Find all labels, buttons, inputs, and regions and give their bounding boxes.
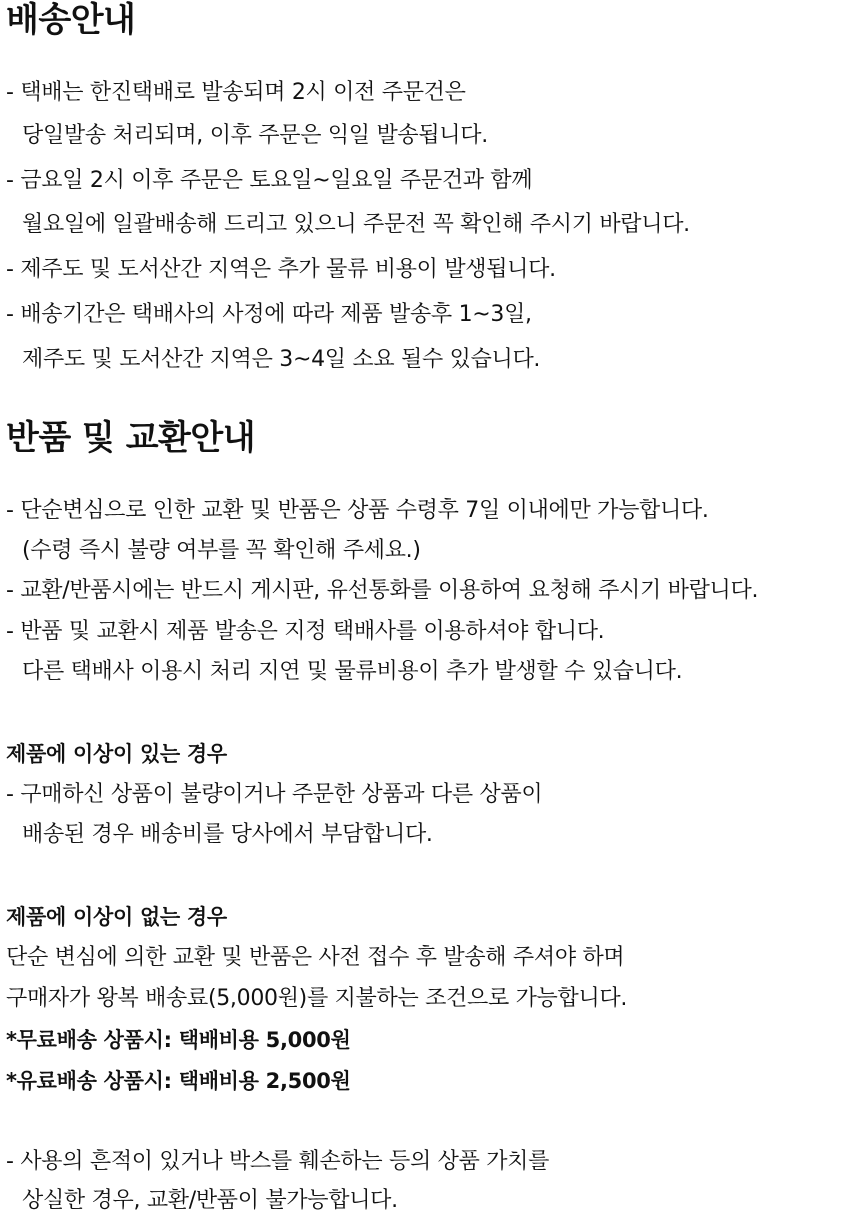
- defect-line: 배송된 경우 배송비를 당사에서 부담합니다.: [22, 822, 433, 847]
- damage-line: 상실한 경우, 교환/반품이 불가능합니다.: [22, 1188, 398, 1213]
- returns-line: - 단순변심으로 인한 교환 및 반품은 상품 수령후 7일 이내에만 가능합니다.: [6, 498, 709, 523]
- defect-line: - 구매하신 상품이 불량이거나 주문한 상품과 다른 상품이: [6, 782, 543, 807]
- returns-line: - 반품 및 교환시 제품 발송은 지정 택배사를 이용하셔야 합니다.: [6, 619, 605, 644]
- defect-heading: 제품에 이상이 있는 경우: [6, 742, 227, 766]
- shipping-line: - 제주도 및 도서산간 지역은 추가 물류 비용이 발생됩니다.: [6, 257, 556, 282]
- shipping-line: 당일발송 처리되며, 이후 주문은 익일 발송됩니다.: [22, 123, 488, 148]
- returns-line: 다른 택배사 이용시 처리 지연 및 물류비용이 추가 발생할 수 있습니다.: [22, 659, 683, 684]
- shipping-line: 제주도 및 도서산간 지역은 3~4일 소요 될수 있습니다.: [22, 347, 541, 372]
- returns-title: 반품 및 교환안내: [6, 418, 256, 458]
- returns-line: (수령 즉시 불량 여부를 꼭 확인해 주세요.): [22, 538, 421, 563]
- shipping-line: - 택배는 한진택배로 발송되며 2시 이전 주문건은: [6, 80, 466, 105]
- paid-shipping-fee: *유료배송 상품시: 택배비용 2,500원: [6, 1069, 351, 1093]
- free-shipping-fee: *무료배송 상품시: 택배비용 5,000원: [6, 1028, 351, 1052]
- returns-line: - 교환/반품시에는 반드시 게시판, 유선통화를 이용하여 요청해 주시기 바랍니다.: [6, 578, 759, 603]
- no-defect-heading: 제품에 이상이 없는 경우: [6, 905, 227, 929]
- shipping-line: - 금요일 2시 이후 주문은 토요일~일요일 주문건과 함께: [6, 168, 533, 193]
- no-defect-line: 구매자가 왕복 배송료(5,000원)를 지불하는 조건으로 가능합니다.: [6, 986, 628, 1011]
- shipping-line: - 배송기간은 택배사의 사정에 따라 제품 발송후 1~3일,: [6, 302, 532, 327]
- damage-line: - 사용의 흔적이 있거나 박스를 훼손하는 등의 상품 가치를: [6, 1149, 550, 1174]
- no-defect-line: 단순 변심에 의한 교환 및 반품은 사전 접수 후 발송해 주셔야 하며: [6, 945, 625, 970]
- shipping-line: 월요일에 일괄배송해 드리고 있으니 주문전 꼭 확인해 주시기 바랍니다.: [22, 212, 690, 237]
- shipping-title: 배송안내: [6, 0, 136, 40]
